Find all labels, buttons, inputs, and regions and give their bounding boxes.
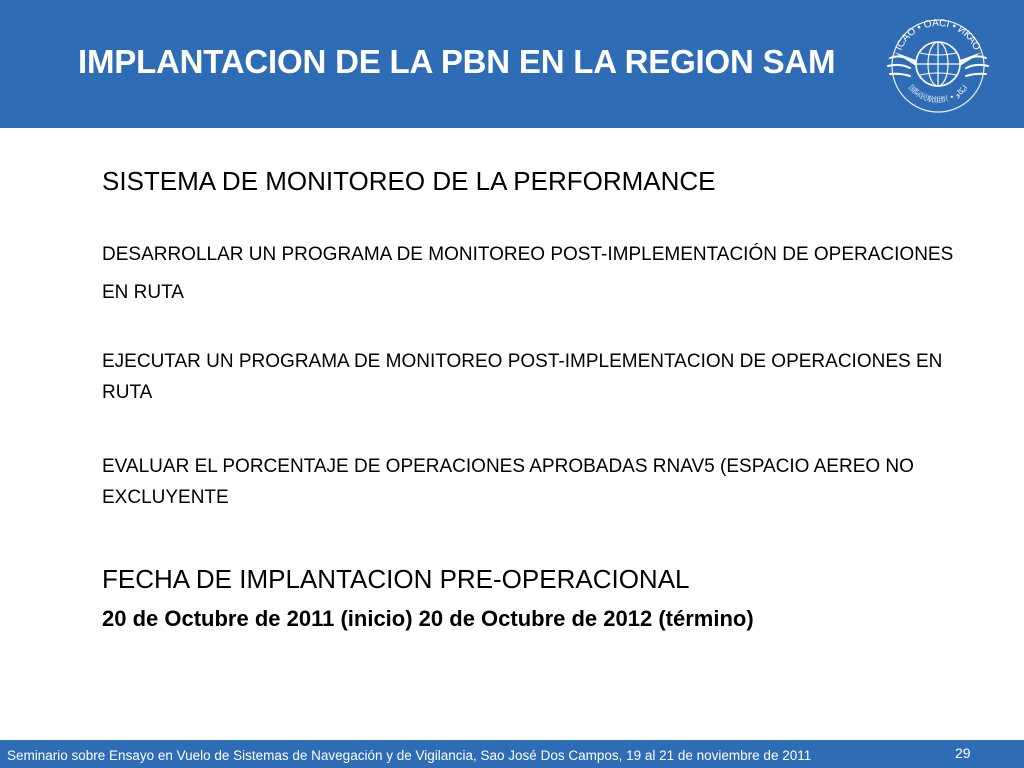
footer-bar — [0, 740, 1024, 768]
section-heading: SISTEMA DE MONITOREO DE LA PERFORMANCE — [102, 166, 716, 196]
page-number: 29 — [955, 745, 971, 761]
paragraph-develop: DESARROLLAR UN PROGRAMA DE MONITOREO POST-IMPLEMENTACIÓN DE OPERACIONES EN RUTA — [102, 244, 954, 303]
svg-text:ICAO • OACI • ИКАО: ICAO • OACI • ИКАО — [893, 17, 983, 53]
svg-text:国际民航组织 • ايكاو: 国际民航组织 • ايكاو — [906, 83, 970, 105]
header-bar — [0, 0, 1024, 128]
paragraph-evaluate: EVALUAR EL PORCENTAJE DE OPERACIONES APROBADAS RNAV5 (ESPACIO AEREO NO EXCLUYENTE — [102, 456, 914, 508]
paragraph-execute: EJECUTAR UN PROGRAMA DE MONITOREO POST-IMPLEMENTACION DE OPERACIONES EN RUTA — [102, 351, 943, 403]
implementation-date-range: 20 de Octubre de 2011 (inicio) 20 de Octubre de 2012 (término) — [102, 606, 754, 631]
slide-title: IMPLANTACION DE LA PBN EN LA REGION SAM — [78, 43, 836, 80]
implementation-date-heading: FECHA DE IMPLANTACION PRE-OPERACIONAL — [102, 564, 690, 594]
icao-emblem-icon — [880, 8, 996, 120]
footer-caption: Seminario sobre Ensayo en Vuelo de Sistemas de Navegación y de Vigilancia, Sao José Dos Campos, 19 al 21 de noviembre de 2011 — [7, 748, 812, 763]
